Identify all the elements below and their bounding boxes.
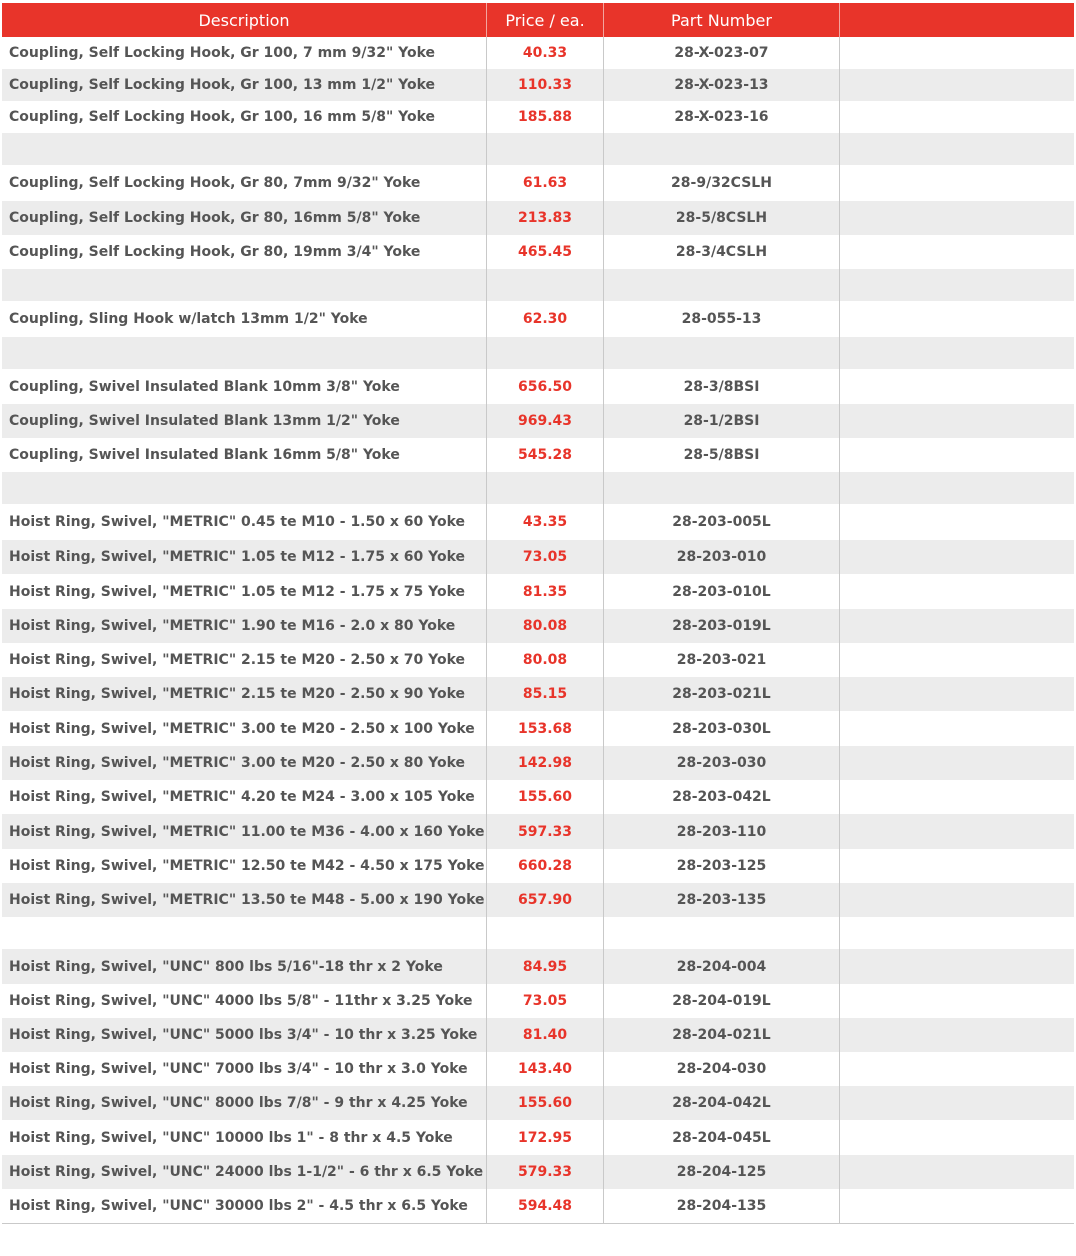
cell-description: Coupling, Swivel Insulated Blank 10mm 3/8" Yoke [2,369,487,404]
table-body [2,37,1074,1224]
cell-price: 73.05 [487,540,604,574]
cell-part-number [604,472,840,504]
cell-extra [840,101,1074,133]
cell-part-number: 28-204-125 [604,1155,840,1189]
cell-description: Coupling, Self Locking Hook, Gr 100, 13 mm 1/2" Yoke [2,69,487,101]
cell-part-number: 28-203-021L [604,677,840,711]
cell-extra [840,949,1074,984]
cell-extra [840,780,1074,814]
cell-part-number: 28-203-010 [604,540,840,574]
cell-price: 597.33 [487,814,604,849]
price-table [2,3,1074,1224]
cell-description: Hoist Ring, Swivel, "UNC" 10000 lbs 1" - 8 thr x 4.5 Yoke [2,1120,487,1155]
cell-price: 81.35 [487,574,604,609]
cell-part-number: 28-5/8CSLH [604,201,840,235]
cell-price: 40.33 [487,37,604,69]
cell-extra [840,269,1074,301]
cell-description: Coupling, Self Locking Hook, Gr 100, 7 mm 9/32" Yoke [2,37,487,69]
cell-description [2,917,487,949]
table-row [2,643,1074,677]
table-row [2,1155,1074,1189]
cell-description: Hoist Ring, Swivel, "METRIC" 1.05 te M12 - 1.75 x 75 Yoke [2,574,487,609]
cell-part-number: 28-055-13 [604,301,840,337]
table-row [2,711,1074,746]
table-row [2,235,1074,269]
cell-part-number: 28-X-023-16 [604,101,840,133]
cell-extra [840,540,1074,574]
cell-extra [840,574,1074,609]
cell-extra [840,165,1074,201]
cell-price: 465.45 [487,235,604,269]
cell-description: Hoist Ring, Swivel, "UNC" 30000 lbs 2" - 4.5 thr x 6.5 Yoke [2,1189,487,1223]
cell-description: Hoist Ring, Swivel, "METRIC" 2.15 te M20 - 2.50 x 70 Yoke [2,643,487,677]
cell-extra [840,337,1074,369]
table-row [2,574,1074,609]
cell-price: 61.63 [487,165,604,201]
header-extra [840,3,1074,37]
table-row [2,1189,1074,1223]
cell-part-number: 28-204-042L [604,1086,840,1120]
cell-price: 969.43 [487,404,604,438]
cell-description: Coupling, Self Locking Hook, Gr 80, 19mm 3/4" Yoke [2,235,487,269]
cell-description: Hoist Ring, Swivel, "METRIC" 1.05 te M12 - 1.75 x 60 Yoke [2,540,487,574]
table-row [2,746,1074,780]
cell-price: 155.60 [487,1086,604,1120]
cell-description: Coupling, Swivel Insulated Blank 16mm 5/8" Yoke [2,438,487,472]
cell-part-number: 28-204-030 [604,1052,840,1086]
cell-part-number: 28-203-042L [604,780,840,814]
cell-price: 579.33 [487,1155,604,1189]
cell-description: Hoist Ring, Swivel, "METRIC" 11.00 te M36 - 4.00 x 160 Yoke [2,814,487,849]
table-row [2,133,1074,165]
cell-description: Hoist Ring, Swivel, "UNC" 7000 lbs 3/4" - 10 thr x 3.0 Yoke [2,1052,487,1086]
table-row [2,984,1074,1018]
cell-extra [840,1018,1074,1052]
cell-price [487,337,604,369]
cell-description: Hoist Ring, Swivel, "METRIC" 4.20 te M24 - 3.00 x 105 Yoke [2,780,487,814]
cell-price: 153.68 [487,711,604,746]
cell-part-number [604,337,840,369]
cell-extra [840,201,1074,235]
cell-description: Coupling, Self Locking Hook, Gr 100, 16 mm 5/8" Yoke [2,101,487,133]
cell-description: Coupling, Self Locking Hook, Gr 80, 16mm 5/8" Yoke [2,201,487,235]
table-row [2,814,1074,849]
cell-part-number: 28-203-030L [604,711,840,746]
cell-part-number [604,133,840,165]
cell-part-number: 28-203-010L [604,574,840,609]
cell-price: 110.33 [487,69,604,101]
cell-description: Hoist Ring, Swivel, "UNC" 800 lbs 5/16"-18 thr x 2 Yoke [2,949,487,984]
cell-part-number: 28-203-135 [604,883,840,917]
header-price: Price / ea. [487,3,604,37]
cell-extra [840,438,1074,472]
table-row [2,677,1074,711]
header-description: Description [2,3,487,37]
cell-description: Hoist Ring, Swivel, "METRIC" 12.50 te M42 - 4.50 x 175 Yoke [2,849,487,883]
cell-description: Hoist Ring, Swivel, "UNC" 8000 lbs 7/8" - 9 thr x 4.25 Yoke [2,1086,487,1120]
table-row [2,849,1074,883]
cell-extra [840,301,1074,337]
cell-part-number: 28-204-021L [604,1018,840,1052]
cell-part-number: 28-1/2BSI [604,404,840,438]
cell-extra [840,1052,1074,1086]
cell-description: Hoist Ring, Swivel, "METRIC" 0.45 te M10 - 1.50 x 60 Yoke [2,504,487,540]
cell-extra [840,711,1074,746]
table-row [2,337,1074,369]
table-row [2,438,1074,472]
cell-price: 84.95 [487,949,604,984]
cell-part-number [604,917,840,949]
table-row [2,917,1074,949]
cell-part-number [604,269,840,301]
cell-price: 656.50 [487,369,604,404]
cell-part-number: 28-X-023-07 [604,37,840,69]
cell-extra [840,369,1074,404]
cell-description: Hoist Ring, Swivel, "METRIC" 2.15 te M20 - 2.50 x 90 Yoke [2,677,487,711]
cell-extra [840,235,1074,269]
cell-part-number: 28-203-019L [604,609,840,643]
table-row [2,301,1074,337]
cell-price: 172.95 [487,1120,604,1155]
table-row [2,1120,1074,1155]
cell-extra [840,814,1074,849]
cell-price: 185.88 [487,101,604,133]
cell-description [2,133,487,165]
cell-extra [840,133,1074,165]
cell-price: 142.98 [487,746,604,780]
table-row [2,201,1074,235]
cell-price: 43.35 [487,504,604,540]
cell-extra [840,1189,1074,1223]
cell-price: 62.30 [487,301,604,337]
cell-price: 657.90 [487,883,604,917]
cell-price [487,133,604,165]
cell-description: Hoist Ring, Swivel, "METRIC" 1.90 te M16 - 2.0 x 80 Yoke [2,609,487,643]
cell-description: Hoist Ring, Swivel, "UNC" 5000 lbs 3/4" - 10 thr x 3.25 Yoke [2,1018,487,1052]
cell-description: Hoist Ring, Swivel, "METRIC" 3.00 te M20 - 2.50 x 100 Yoke [2,711,487,746]
cell-price: 80.08 [487,609,604,643]
cell-description: Coupling, Sling Hook w/latch 13mm 1/2" Yoke [2,301,487,337]
cell-extra [840,883,1074,917]
cell-extra [840,404,1074,438]
cell-part-number: 28-203-030 [604,746,840,780]
table-row [2,369,1074,404]
table-row [2,269,1074,301]
cell-price: 155.60 [487,780,604,814]
cell-part-number: 28-5/8BSI [604,438,840,472]
cell-part-number: 28-203-005L [604,504,840,540]
table-row [2,472,1074,504]
cell-part-number: 28-204-004 [604,949,840,984]
cell-price: 545.28 [487,438,604,472]
cell-description: Coupling, Swivel Insulated Blank 13mm 1/2" Yoke [2,404,487,438]
cell-description [2,472,487,504]
cell-extra [840,849,1074,883]
cell-extra [840,917,1074,949]
cell-price [487,917,604,949]
cell-description: Hoist Ring, Swivel, "METRIC" 13.50 te M48 - 5.00 x 190 Yoke [2,883,487,917]
cell-description [2,337,487,369]
cell-extra [840,609,1074,643]
cell-part-number: 28-X-023-13 [604,69,840,101]
cell-price: 85.15 [487,677,604,711]
table-row [2,780,1074,814]
cell-price: 73.05 [487,984,604,1018]
cell-price [487,472,604,504]
cell-description: Hoist Ring, Swivel, "UNC" 4000 lbs 5/8" - 11thr x 3.25 Yoke [2,984,487,1018]
cell-price [487,269,604,301]
table-row [2,37,1074,69]
cell-description: Hoist Ring, Swivel, "UNC" 24000 lbs 1-1/2" - 6 thr x 6.5 Yoke [2,1155,487,1189]
cell-part-number: 28-204-135 [604,1189,840,1223]
table-row [2,883,1074,917]
cell-extra [840,1120,1074,1155]
table-row [2,1018,1074,1052]
table-row [2,1086,1074,1120]
cell-part-number: 28-203-021 [604,643,840,677]
cell-extra [840,984,1074,1018]
cell-part-number: 28-204-045L [604,1120,840,1155]
table-row [2,949,1074,984]
cell-description [2,269,487,301]
cell-extra [840,677,1074,711]
cell-extra [840,746,1074,780]
cell-extra [840,1086,1074,1120]
cell-description: Hoist Ring, Swivel, "METRIC" 3.00 te M20 - 2.50 x 80 Yoke [2,746,487,780]
cell-price: 660.28 [487,849,604,883]
table-row [2,165,1074,201]
cell-extra [840,37,1074,69]
cell-price: 213.83 [487,201,604,235]
table-row [2,504,1074,540]
table-row [2,540,1074,574]
cell-price: 81.40 [487,1018,604,1052]
cell-part-number: 28-203-125 [604,849,840,883]
table-row [2,609,1074,643]
cell-price: 143.40 [487,1052,604,1086]
cell-extra [840,504,1074,540]
cell-extra [840,643,1074,677]
table-header [2,3,1074,37]
cell-price: 80.08 [487,643,604,677]
cell-extra [840,472,1074,504]
table-row [2,1052,1074,1086]
table-row [2,69,1074,101]
cell-description: Coupling, Self Locking Hook, Gr 80, 7mm 9/32" Yoke [2,165,487,201]
cell-extra [840,69,1074,101]
cell-extra [840,1155,1074,1189]
table-row [2,404,1074,438]
cell-part-number: 28-204-019L [604,984,840,1018]
cell-price: 594.48 [487,1189,604,1223]
table-row [2,101,1074,133]
cell-part-number: 28-9/32CSLH [604,165,840,201]
cell-part-number: 28-3/4CSLH [604,235,840,269]
cell-part-number: 28-3/8BSI [604,369,840,404]
cell-part-number: 28-203-110 [604,814,840,849]
header-part-number: Part Number [604,3,840,37]
